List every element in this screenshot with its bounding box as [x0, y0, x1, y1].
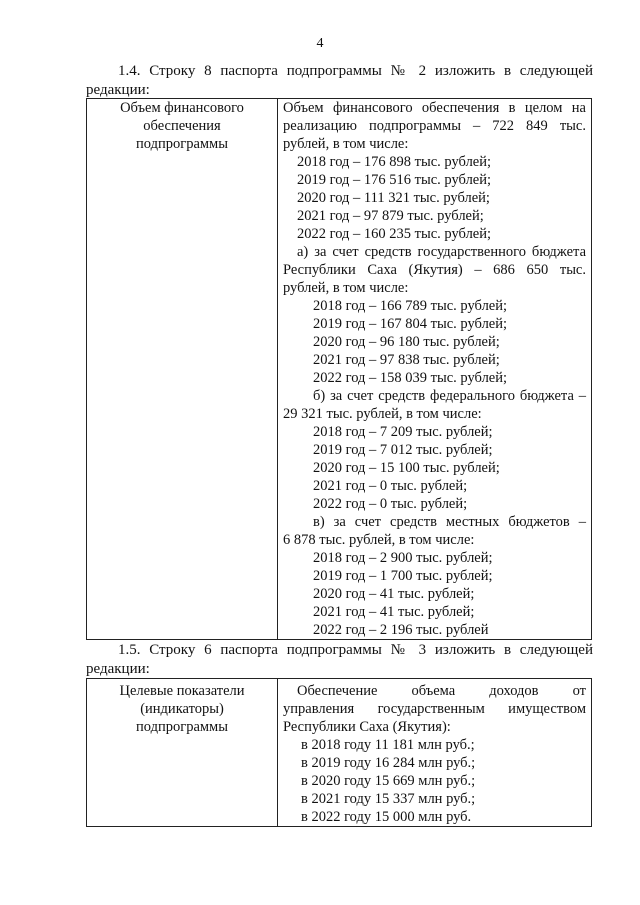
text-line: 29 321 тыс. рублей, в том числе:	[283, 406, 482, 422]
text-line: реализацию подпрограммы – 722 849 тыс.	[283, 118, 586, 134]
text-line: 2018 год – 7 209 тыс. рублей;	[313, 424, 493, 440]
row-header-line: (индикаторы)	[140, 701, 224, 717]
text-line: 2022 год – 2 196 тыс. рублей	[313, 622, 489, 638]
section-1-4-intro-line2: редакции:	[86, 82, 150, 98]
text-line: 2019 год – 7 012 тыс. рублей;	[313, 442, 493, 458]
row-header-line: Целевые показатели	[119, 683, 245, 699]
subprogram-2-financing-table	[86, 98, 592, 640]
section-1-5-intro-line1: 1.5. Строку 6 паспорта подпрограммы № 3 изложить в следующей	[118, 642, 593, 658]
text-line: 2018 год – 166 789 тыс. рублей;	[313, 298, 508, 314]
text-line: рублей, в том числе:	[283, 280, 409, 296]
text-line: 2019 год – 1 700 тыс. рублей;	[313, 568, 493, 584]
indicators-row-content	[278, 679, 592, 827]
page-number: 4	[316, 36, 324, 51]
section-1-4-intro	[86, 62, 593, 100]
text-line: Объем финансового обеспечения в целом на	[283, 100, 586, 116]
indicators-row-header	[87, 679, 278, 827]
text-line: 2021 год – 97 879 тыс. рублей;	[297, 208, 484, 224]
text-line: 2022 год – 158 039 тыс. рублей;	[313, 370, 508, 386]
text-line: Республики Саха (Якутия) – 686 650 тыс.	[283, 262, 586, 278]
text-line: Республики Саха (Якутия):	[283, 719, 451, 735]
text-line: 2022 год – 0 тыс. рублей;	[313, 496, 468, 512]
text-line: в 2019 году 16 284 млн руб.;	[301, 755, 476, 771]
table-row	[87, 679, 592, 827]
text-line: в 2020 году 15 669 млн руб.;	[301, 773, 476, 789]
text-line: управления государственным имуществом	[283, 701, 586, 717]
row-header-line: подпрограммы	[136, 136, 228, 152]
financing-row-header	[87, 99, 278, 640]
text-line: в 2018 году 11 181 млн руб.;	[301, 737, 475, 753]
text-line: б) за счет средств федерального бюджета –	[313, 388, 586, 404]
text-line: 2019 год – 176 516 тыс. рублей;	[297, 172, 492, 188]
text-line: а) за счет средств государственного бюджета	[297, 244, 586, 260]
text-line: в) за счет средств местных бюджетов –	[313, 514, 586, 530]
row-header-line: подпрограммы	[136, 719, 228, 735]
text-line: 2020 год – 15 100 тыс. рублей;	[313, 460, 500, 476]
text-line: Обеспечение объема доходов от	[297, 683, 586, 699]
text-line: 2018 год – 176 898 тыс. рублей;	[297, 154, 492, 170]
table-row	[87, 99, 592, 640]
text-line: в 2021 году 15 337 млн руб.;	[301, 791, 476, 807]
financing-row-content	[278, 99, 592, 640]
section-1-5-intro	[86, 641, 593, 679]
subprogram-3-indicators-table	[86, 678, 592, 827]
text-line: 2020 год – 96 180 тыс. рублей;	[313, 334, 500, 350]
section-1-5-intro-line2: редакции:	[86, 661, 150, 677]
text-line: в 2022 году 15 000 млн руб.	[301, 809, 472, 825]
row-header-line: обеспечения	[143, 118, 221, 134]
row-header-line: Объем финансового	[120, 100, 244, 116]
text-line: 2021 год – 41 тыс. рублей;	[313, 604, 475, 620]
text-line: 2020 год – 111 321 тыс. рублей;	[297, 190, 490, 206]
text-line: 2019 год – 167 804 тыс. рублей;	[313, 316, 508, 332]
text-line: 2018 год – 2 900 тыс. рублей;	[313, 550, 493, 566]
text-line: 6 878 тыс. рублей, в том числе:	[283, 532, 475, 548]
text-line: 2022 год – 160 235 тыс. рублей;	[297, 226, 492, 242]
text-line: рублей, в том числе:	[283, 136, 409, 152]
text-line: 2021 год – 97 838 тыс. рублей;	[313, 352, 500, 368]
text-line: 2021 год – 0 тыс. рублей;	[313, 478, 468, 494]
text-line: 2020 год – 41 тыс. рублей;	[313, 586, 475, 602]
section-1-4-intro-line1: 1.4. Строку 8 паспорта подпрограммы № 2 изложить в следующей	[118, 63, 593, 79]
